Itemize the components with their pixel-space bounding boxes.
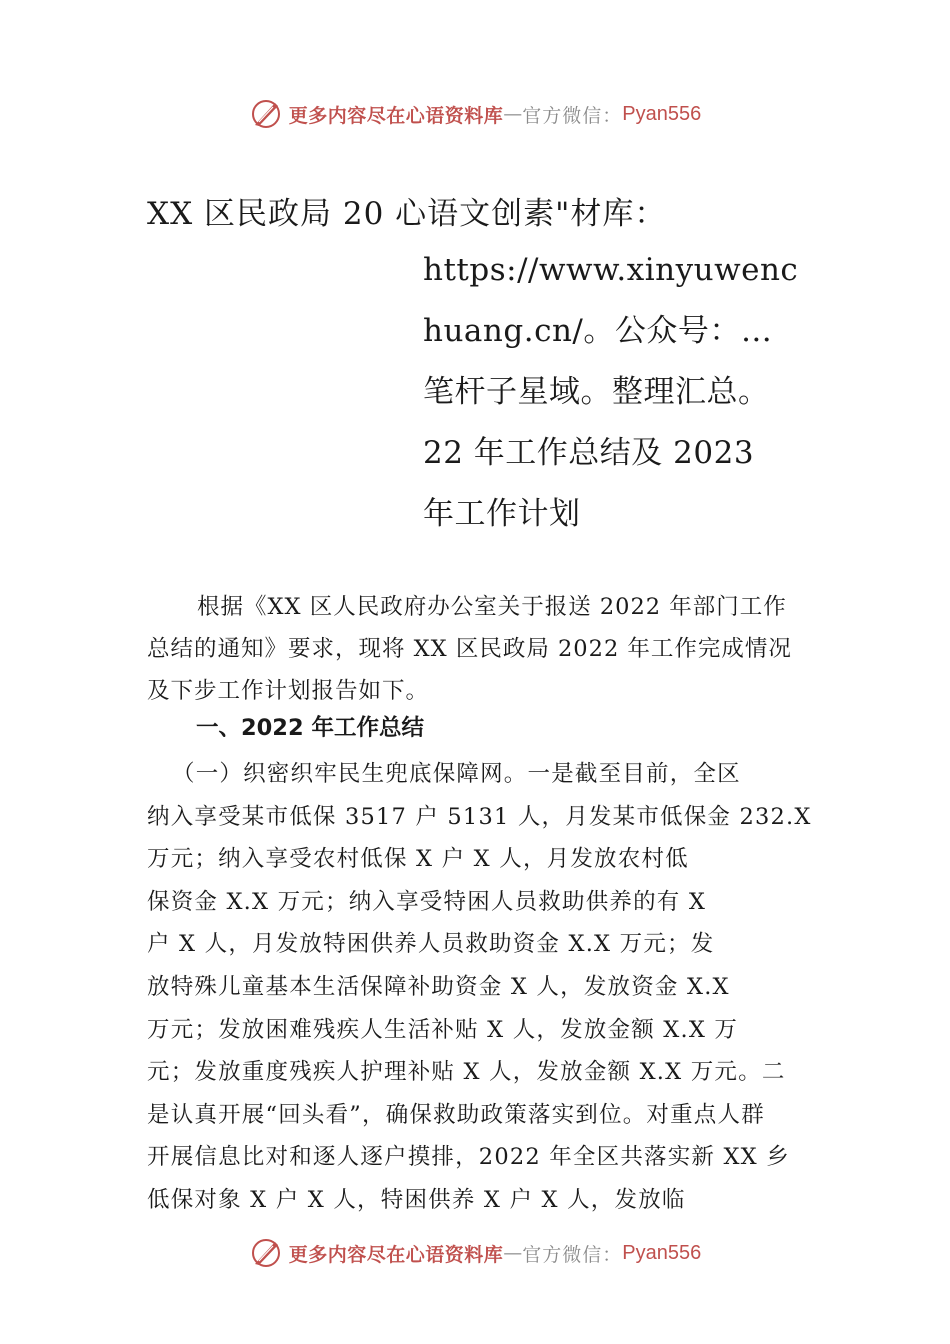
title-line: huang.cn/。公众号：…: [423, 313, 773, 349]
watermark-wechat-label: 官方微信：: [522, 104, 623, 127]
title-line: 笔杆子星域。整理汇总。: [423, 374, 770, 410]
quill-logo-icon: [249, 97, 283, 131]
watermark-dash: —: [503, 103, 523, 125]
body-paragraph: [147, 753, 812, 1222]
title-line: https://www.xinyuwenc: [423, 252, 799, 288]
watermark-wechat-id: Pyan556: [622, 1241, 702, 1264]
watermark-dash: —: [503, 1242, 523, 1264]
body-line: 放特殊儿童基本生活保障补助资金 X 人，发放资金 X.X: [147, 973, 730, 1000]
watermark-banner-bottom: [0, 1233, 950, 1273]
body-line: 元；发放重度残疾人护理补贴 X 人，发放金额 X.X 万元。二: [147, 1059, 786, 1086]
document-title-first-line: XX 区民政局 20 心语文创素"材库：: [147, 196, 667, 232]
watermark-wechat-id: Pyan556: [622, 102, 702, 125]
body-line: 纳入享受某市低保 3517 户 5131 人，月发某市低保金 232.X: [147, 803, 812, 830]
watermark-site-text: 更多内容尽在心语资料库: [288, 1243, 504, 1266]
body-line: 是认真开展“回头看”，确保救助政策落实到位。对重点人群: [147, 1101, 765, 1128]
document-title-block: [423, 240, 803, 545]
title-line: 年工作计划: [423, 496, 581, 532]
body-line: 万元；发放困难残疾人生活补贴 X 人，发放金额 X.X 万: [147, 1016, 739, 1043]
watermark-banner-top: [0, 94, 950, 134]
body-line: 保资金 X.X 万元；纳入享受特困人员救助供养的有 X: [147, 888, 707, 915]
body-line: 开展信息比对和逐人逐户摸排，2022 年全区共落实新 XX 乡: [147, 1144, 790, 1171]
title-line: 22 年工作总结及 2023: [423, 435, 755, 471]
watermark-wechat-label: 官方微信：: [522, 1243, 623, 1266]
section-heading: 一、2022 年工作总结: [196, 715, 424, 741]
body-line: 户 X 人，月发放特困供养人员救助资金 X.X 万元；发: [147, 931, 715, 958]
watermark-site-text: 更多内容尽在心语资料库: [288, 104, 504, 127]
quill-logo-icon: [249, 1236, 283, 1270]
body-line: 万元；纳入享受农村低保 X 户 X 人，月发放农村低: [147, 846, 689, 873]
body-line: 低保对象 X 户 X 人，特困供养 X 户 X 人，发放临: [147, 1186, 686, 1213]
body-line: （一）织密织牢民生兜底保障网。一是截至目前，全区: [172, 761, 741, 787]
intro-paragraph: 根据《XX 区人民政府办公室关于报送 2022 年部门工作总结的通知》要求，现将 XX 区民政局 2022 年工作完成情况及下步工作计划报告如下。: [147, 594, 792, 704]
